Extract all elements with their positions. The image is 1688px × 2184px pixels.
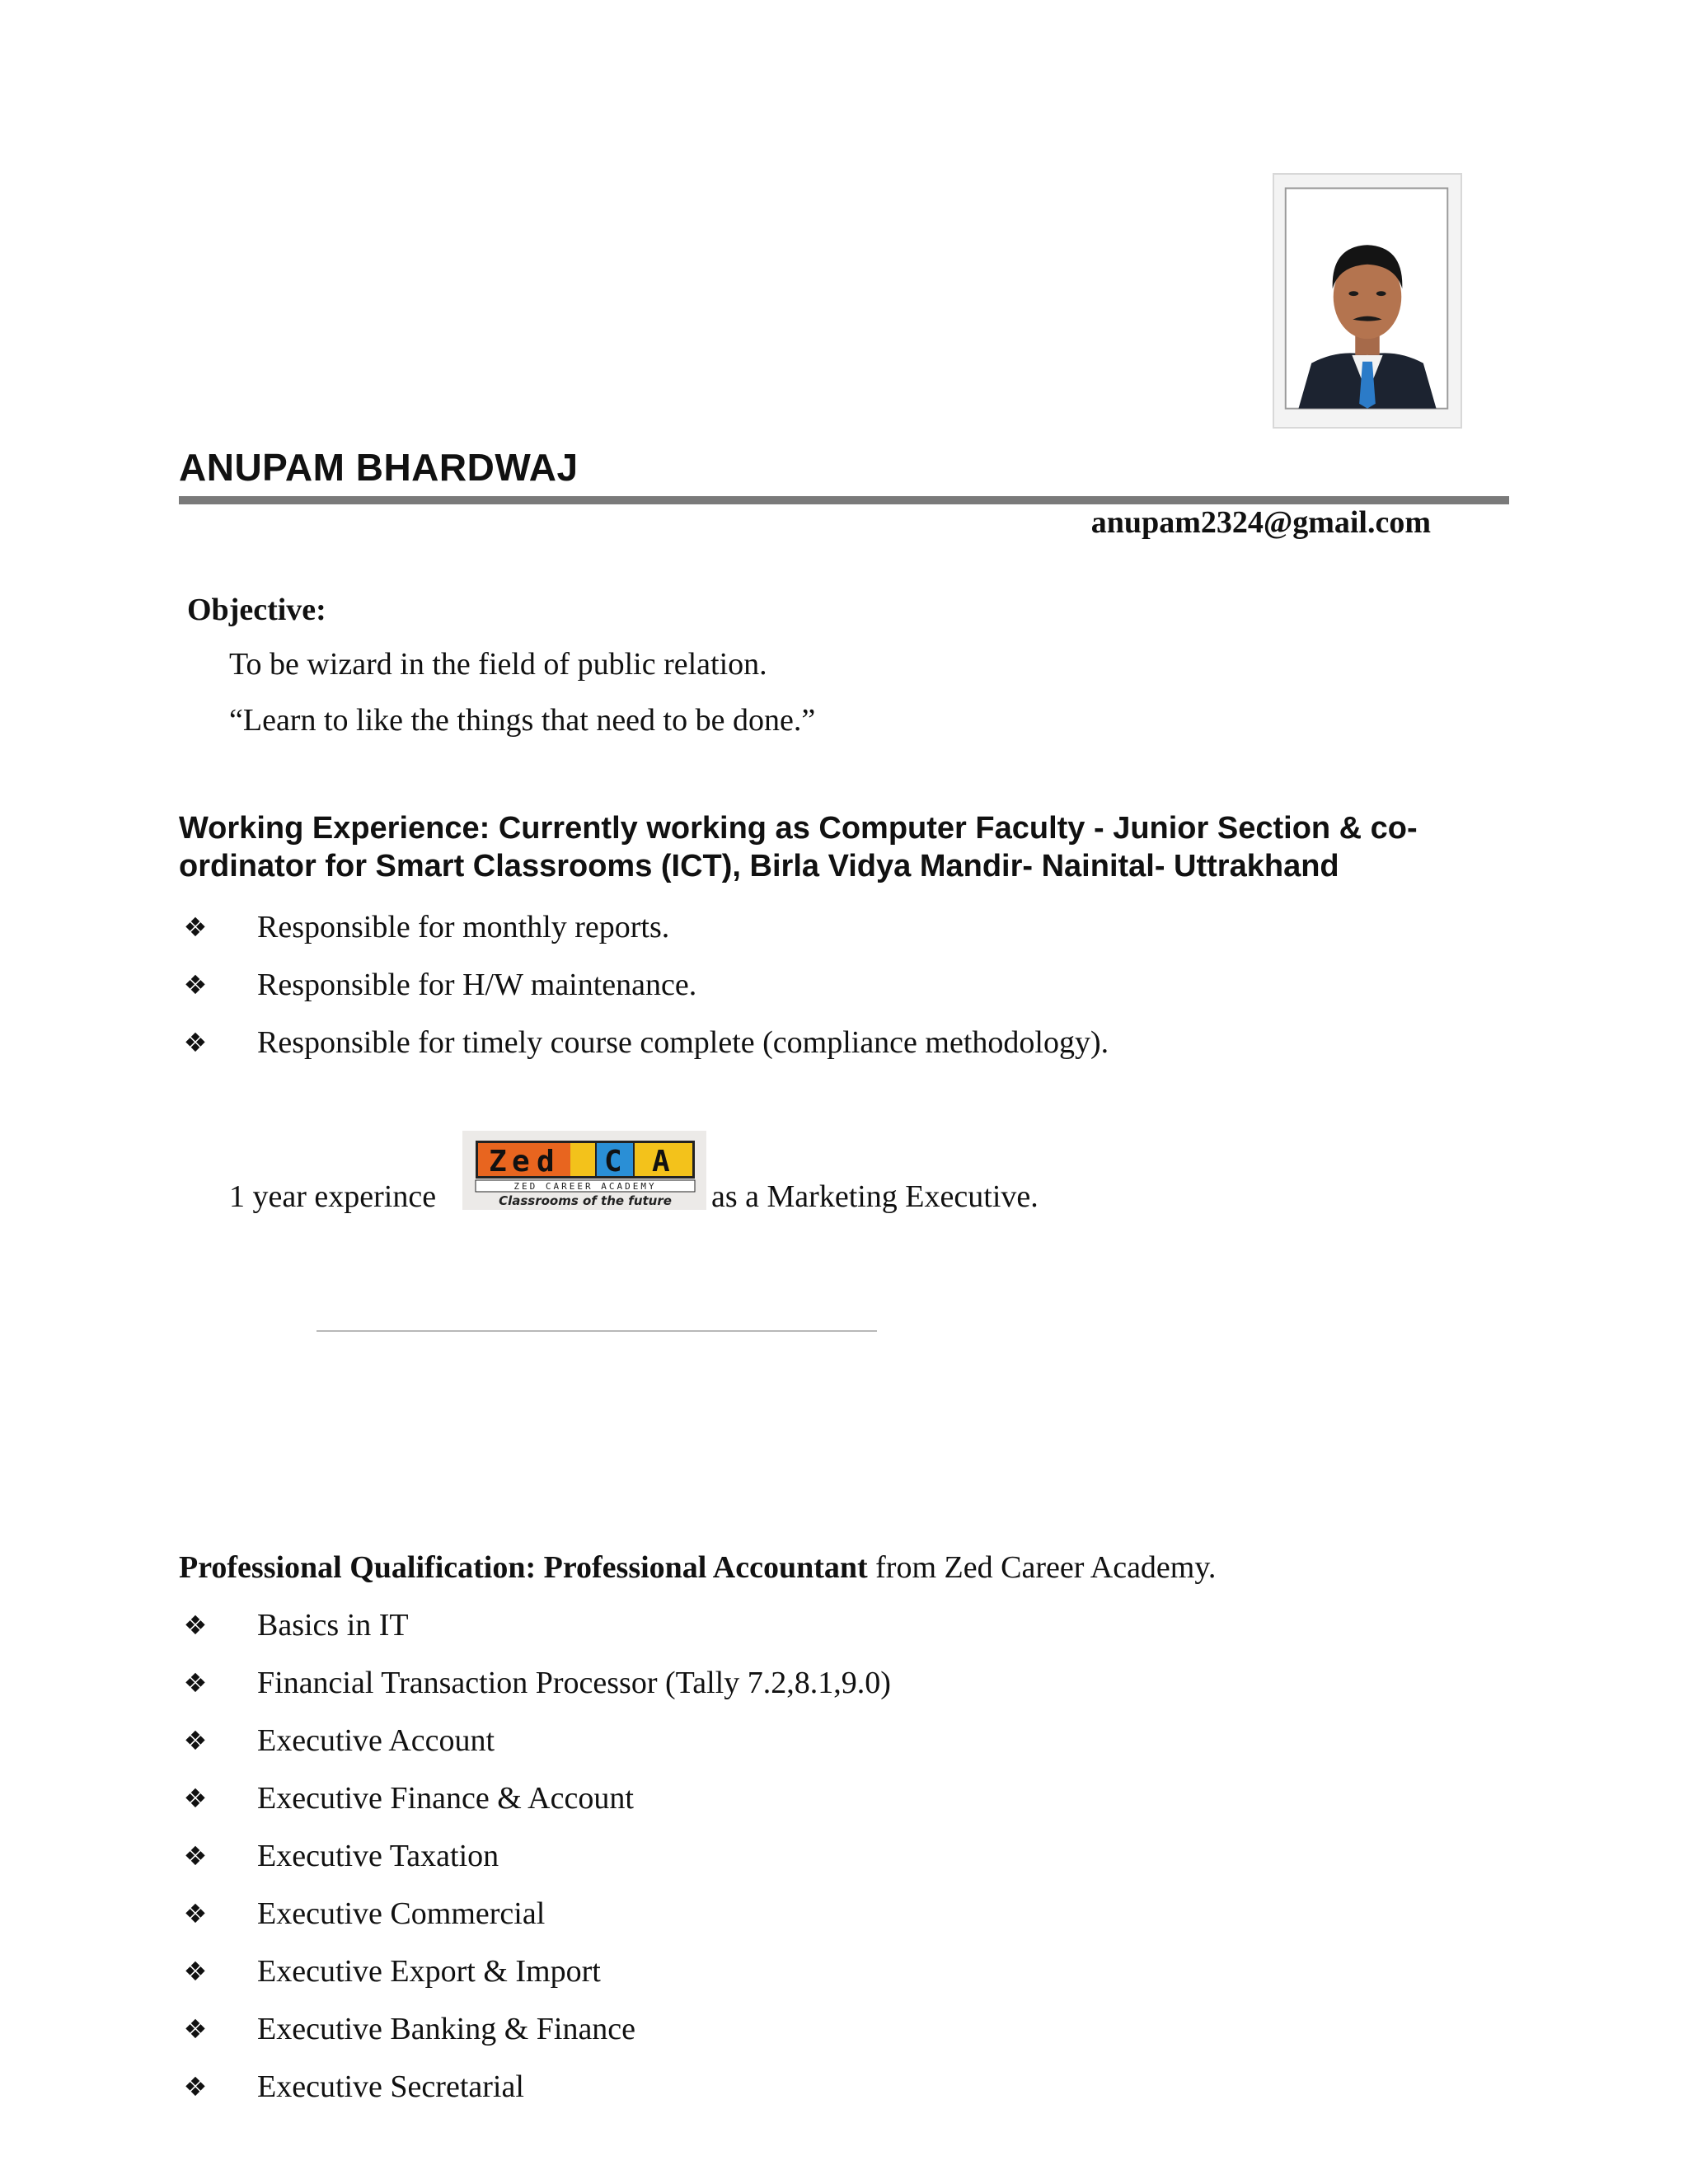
work-experience-heading: Working Experience: Currently working as Computer Faculty - Junior Section & co-ordinator for Smart Classrooms (ICT), Birla Vidya Mandir- Nainital- Uttrakhand (179, 811, 1418, 883)
bullet-icon: ❖ (183, 1725, 208, 1756)
bullet-icon: ❖ (183, 2071, 208, 2102)
bullet-icon: ❖ (183, 1783, 208, 1814)
bullet-icon: ❖ (183, 1610, 208, 1641)
svg-text:ZED CAREER ACADEMY: ZED CAREER ACADEMY (513, 1181, 657, 1192)
header-rule (179, 496, 1509, 504)
svg-text:A: A (652, 1145, 670, 1179)
email-address: anupam2324@gmail.com (1090, 505, 1431, 540)
svg-text:Classrooms of the future: Classrooms of the future (499, 1193, 672, 1208)
bullet-icon: ❖ (183, 1840, 208, 1872)
bullet-icon: ❖ (183, 1956, 208, 1987)
experience-text: 1 year experince (229, 1179, 437, 1214)
bullet-icon: ❖ (183, 1898, 208, 1929)
qualification-label: Professional Qualification: (179, 1550, 537, 1585)
candidate-name: ANUPAM BHARDWAJ (179, 446, 579, 489)
experience-role-text: as a Marketing Executive. (711, 1179, 1039, 1214)
svg-text:d: d (537, 1145, 555, 1179)
qualification-heading (179, 1549, 1216, 1586)
svg-text:Z: Z (489, 1145, 507, 1179)
bullet-icon: ❖ (183, 1027, 208, 1058)
bullet-icon: ❖ (183, 969, 208, 1001)
bullet-icon: ❖ (183, 912, 208, 943)
bullet-icon: ❖ (183, 2013, 208, 2045)
zed-career-academy-logo (462, 1131, 706, 1210)
objective-heading: Objective: (187, 593, 326, 627)
qualification-title: Professional Accountant (543, 1550, 868, 1585)
objective-quote: “Learn to like the things that need to be done.” (229, 703, 816, 738)
section-divider (316, 1330, 877, 1332)
svg-text:e: e (512, 1145, 530, 1179)
objective-line: To be wizard in the field of public relation. (229, 647, 767, 682)
svg-text:C: C (604, 1145, 622, 1179)
bullet-icon: ❖ (183, 1667, 208, 1699)
profile-photo (1273, 173, 1462, 429)
qualification-institute: from Zed Career Academy. (875, 1550, 1217, 1585)
